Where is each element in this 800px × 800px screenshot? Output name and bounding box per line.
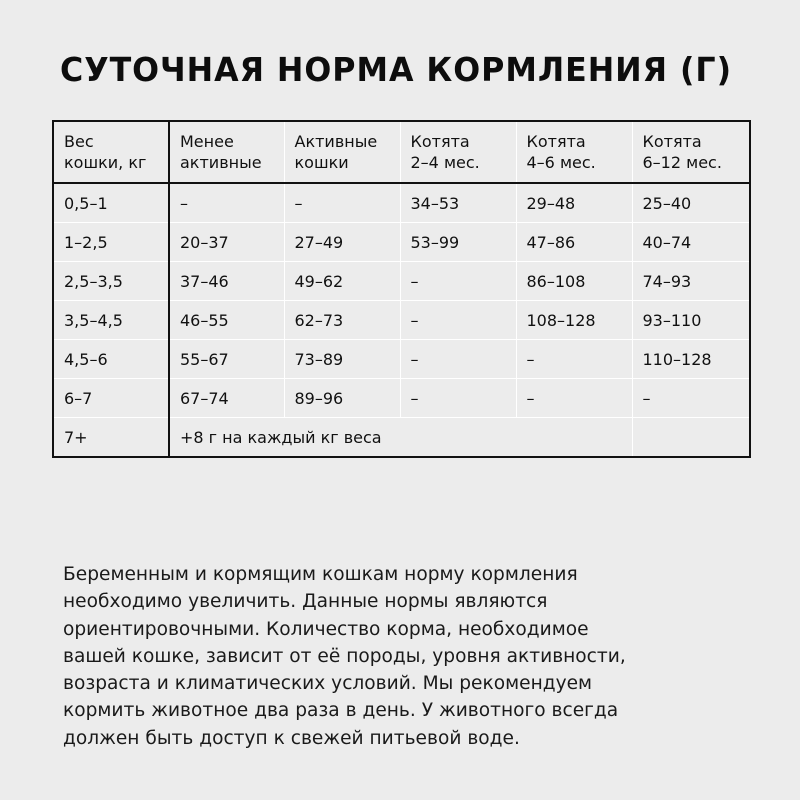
table-cell: 86–108 (516, 262, 632, 301)
table-cell: 37–46 (169, 262, 284, 301)
table-cell: 29–48 (516, 183, 632, 223)
page-title: СУТОЧНАЯ НОРМА КОРМЛЕНИЯ (Г) (60, 50, 733, 89)
table-cell: – (400, 262, 516, 301)
header-kittens-6-12: Котята 6–12 мес. (632, 121, 750, 183)
table-cell: – (400, 340, 516, 379)
table-cell: 55–67 (169, 340, 284, 379)
table-cell: 40–74 (632, 223, 750, 262)
table-cell: – (516, 340, 632, 379)
table-cell: 110–128 (632, 340, 750, 379)
table-cell: 34–53 (400, 183, 516, 223)
paragraph-line: должен быть доступ к свежей питьевой воде. (63, 727, 520, 749)
table-row-last (53, 418, 750, 458)
paragraph-line: ориентировочными. Количество корма, необходимое (63, 618, 589, 640)
table-cell: – (516, 379, 632, 418)
table-cell: 62–73 (284, 301, 400, 340)
table-cell: 7+ (53, 418, 169, 458)
table-cell: 93–110 (632, 301, 750, 340)
paragraph-line: Беременным и кормящим кошкам норму кормления (63, 564, 578, 585)
paragraph-line: возраста и климатических условий. Мы рекомендуем (63, 673, 593, 695)
table-row (53, 340, 750, 379)
info-paragraph (63, 561, 753, 752)
table-cell: 2,5–3,5 (53, 262, 169, 301)
table-cell: 20–37 (169, 223, 284, 262)
paragraph-line: кормить животное два раза в день. У животного всегда (63, 700, 619, 722)
header-active: Активные кошки (284, 121, 400, 183)
table-cell: 67–74 (169, 379, 284, 418)
table-cell: 6–7 (53, 379, 169, 418)
table-cell: 25–40 (632, 183, 750, 223)
table-row (53, 379, 750, 418)
table-header-row (53, 121, 750, 183)
table-cell: – (400, 301, 516, 340)
table-row (53, 262, 750, 301)
header-weight: Вес кошки, кг (53, 121, 169, 183)
table-cell: – (400, 379, 516, 418)
table-cell: 49–62 (284, 262, 400, 301)
table-cell: – (284, 183, 400, 223)
table-cell: 47–86 (516, 223, 632, 262)
table-cell: 108–128 (516, 301, 632, 340)
table-cell: 0,5–1 (53, 183, 169, 223)
table-row (53, 183, 750, 223)
feeding-norm-table (52, 120, 751, 458)
table-cell: 27–49 (284, 223, 400, 262)
table-cell: 53–99 (400, 223, 516, 262)
table-cell: – (632, 379, 750, 418)
table-cell: 46–55 (169, 301, 284, 340)
header-kittens-4-6: Котята 4–6 мес. (516, 121, 632, 183)
table-cell: 73–89 (284, 340, 400, 379)
table-cell: – (169, 183, 284, 223)
paragraph-line: необходимо увеличить. Данные нормы являются (63, 591, 548, 613)
header-kittens-2-4: Котята 2–4 мес. (400, 121, 516, 183)
table-row (53, 223, 750, 262)
table-row (53, 301, 750, 340)
table-cell: 3,5–4,5 (53, 301, 169, 340)
table-cell: 4,5–6 (53, 340, 169, 379)
header-less-active: Менее активные (169, 121, 284, 183)
table-cell: 89–96 (284, 379, 400, 418)
table-cell-empty (632, 418, 750, 458)
table-cell: 1–2,5 (53, 223, 169, 262)
paragraph-line: вашей кошке, зависит от её породы, уровня активности, (63, 645, 626, 667)
table-cell: 74–93 (632, 262, 750, 301)
table-cell-merged-note: +8 г на каждый кг веса (169, 418, 632, 458)
